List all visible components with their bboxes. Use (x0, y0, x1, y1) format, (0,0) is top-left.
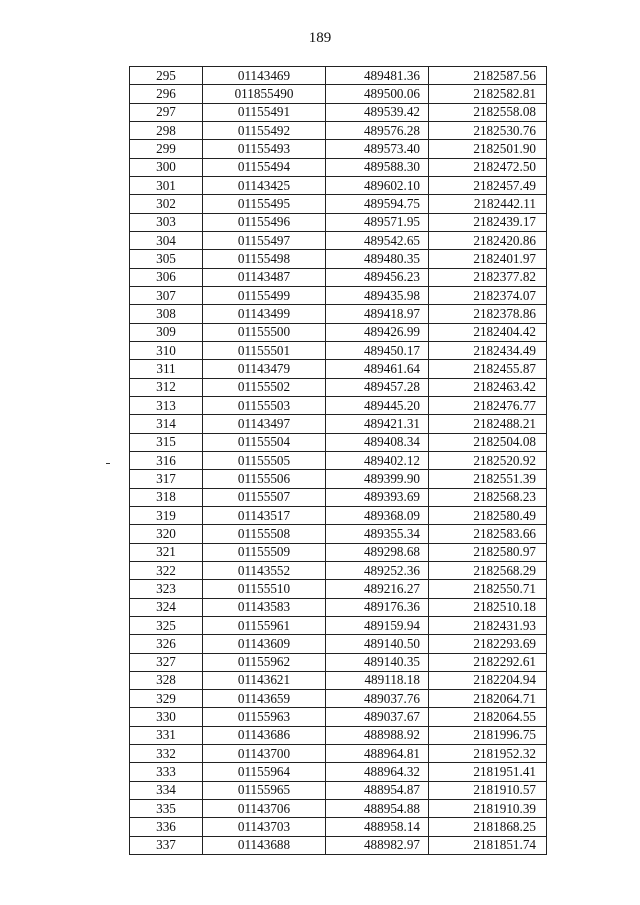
x-coordinate-cell: 489481.36 (326, 67, 429, 85)
table-row (130, 396, 547, 414)
point-number-cell: 336 (130, 818, 203, 836)
x-coordinate-cell: 488958.14 (326, 818, 429, 836)
y-coordinate-cell: 2182401.97 (429, 250, 547, 268)
y-coordinate-cell: 2182455.87 (429, 360, 547, 378)
x-coordinate-cell: 489571.95 (326, 213, 429, 231)
table-row (130, 488, 547, 506)
x-coordinate-cell: 489037.67 (326, 708, 429, 726)
table-row (130, 708, 547, 726)
y-coordinate-cell: 2182064.71 (429, 690, 547, 708)
y-coordinate-cell: 2182488.21 (429, 415, 547, 433)
page-number: 189 (308, 30, 332, 46)
point-number-cell: 321 (130, 543, 203, 561)
y-coordinate-cell: 2182580.97 (429, 543, 547, 561)
point-number-cell: 315 (130, 433, 203, 451)
cadastral-id-cell: 01155498 (203, 250, 326, 268)
table-row (130, 305, 547, 323)
point-number-cell: 302 (130, 195, 203, 213)
point-number-cell: 308 (130, 305, 203, 323)
stray-mark (106, 463, 110, 464)
x-coordinate-cell: 489480.35 (326, 250, 429, 268)
table-row (130, 635, 547, 653)
x-coordinate-cell: 489216.27 (326, 580, 429, 598)
x-coordinate-cell: 489576.28 (326, 121, 429, 139)
x-coordinate-cell: 488988.92 (326, 726, 429, 744)
point-number-cell: 327 (130, 653, 203, 671)
x-coordinate-cell: 489418.97 (326, 305, 429, 323)
point-number-cell: 324 (130, 598, 203, 616)
cadastral-id-cell: 01155493 (203, 140, 326, 158)
y-coordinate-cell: 2182442.11 (429, 195, 547, 213)
point-number-cell: 317 (130, 470, 203, 488)
point-number-cell: 323 (130, 580, 203, 598)
table-row (130, 818, 547, 836)
y-coordinate-cell: 2182550.71 (429, 580, 547, 598)
table-row (130, 671, 547, 689)
x-coordinate-cell: 489252.36 (326, 561, 429, 579)
y-coordinate-cell: 2182587.56 (429, 67, 547, 85)
cadastral-id-cell: 01143487 (203, 268, 326, 286)
point-number-cell: 328 (130, 671, 203, 689)
table-row (130, 85, 547, 103)
x-coordinate-cell: 489457.28 (326, 378, 429, 396)
point-number-cell: 298 (130, 121, 203, 139)
x-coordinate-cell: 489118.18 (326, 671, 429, 689)
table-row (130, 836, 547, 854)
x-coordinate-cell: 488954.87 (326, 781, 429, 799)
point-number-cell: 333 (130, 763, 203, 781)
point-number-cell: 295 (130, 67, 203, 85)
x-coordinate-cell: 489602.10 (326, 176, 429, 194)
y-coordinate-cell: 2181851.74 (429, 836, 547, 854)
x-coordinate-cell: 488954.88 (326, 800, 429, 818)
y-coordinate-cell: 2182463.42 (429, 378, 547, 396)
y-coordinate-cell: 2182292.61 (429, 653, 547, 671)
point-number-cell: 318 (130, 488, 203, 506)
y-coordinate-cell: 2182501.90 (429, 140, 547, 158)
point-number-cell: 296 (130, 85, 203, 103)
point-number-cell: 319 (130, 506, 203, 524)
point-number-cell: 316 (130, 451, 203, 469)
y-coordinate-cell: 2182404.42 (429, 323, 547, 341)
table-row (130, 268, 547, 286)
cadastral-id-cell: 01155492 (203, 121, 326, 139)
y-coordinate-cell: 2182378.86 (429, 305, 547, 323)
x-coordinate-cell: 489368.09 (326, 506, 429, 524)
point-number-cell: 311 (130, 360, 203, 378)
y-coordinate-cell: 2182530.76 (429, 121, 547, 139)
cadastral-id-cell: 01155500 (203, 323, 326, 341)
y-coordinate-cell: 2182293.69 (429, 635, 547, 653)
cadastral-id-cell: 01155510 (203, 580, 326, 598)
cadastral-id-cell: 01143703 (203, 818, 326, 836)
y-coordinate-cell: 2182568.29 (429, 561, 547, 579)
table-row (130, 543, 547, 561)
coordinates-table-body (130, 67, 547, 855)
point-number-cell: 330 (130, 708, 203, 726)
cadastral-id-cell: 01155499 (203, 286, 326, 304)
x-coordinate-cell: 489594.75 (326, 195, 429, 213)
table-row (130, 690, 547, 708)
x-coordinate-cell: 489445.20 (326, 396, 429, 414)
y-coordinate-cell: 2182551.39 (429, 470, 547, 488)
point-number-cell: 329 (130, 690, 203, 708)
y-coordinate-cell: 2182476.77 (429, 396, 547, 414)
point-number-cell: 299 (130, 140, 203, 158)
y-coordinate-cell: 2182520.92 (429, 451, 547, 469)
x-coordinate-cell: 489450.17 (326, 341, 429, 359)
cadastral-id-cell: 01155503 (203, 396, 326, 414)
cadastral-id-cell: 01143497 (203, 415, 326, 433)
y-coordinate-cell: 2182472.50 (429, 158, 547, 176)
y-coordinate-cell: 2182510.18 (429, 598, 547, 616)
point-number-cell: 303 (130, 213, 203, 231)
y-coordinate-cell: 2181952.32 (429, 745, 547, 763)
table-row (130, 286, 547, 304)
x-coordinate-cell: 489402.12 (326, 451, 429, 469)
cadastral-id-cell: 01143621 (203, 671, 326, 689)
table-row (130, 250, 547, 268)
table-row (130, 745, 547, 763)
table-row (130, 525, 547, 543)
y-coordinate-cell: 2181996.75 (429, 726, 547, 744)
cadastral-id-cell: 01155508 (203, 525, 326, 543)
point-number-cell: 307 (130, 286, 203, 304)
table-row (130, 616, 547, 634)
point-number-cell: 322 (130, 561, 203, 579)
point-number-cell: 297 (130, 103, 203, 121)
table-row (130, 598, 547, 616)
cadastral-id-cell: 01143659 (203, 690, 326, 708)
x-coordinate-cell: 489426.99 (326, 323, 429, 341)
table-row (130, 195, 547, 213)
cadastral-id-cell: 01143686 (203, 726, 326, 744)
point-number-cell: 325 (130, 616, 203, 634)
x-coordinate-cell: 489435.98 (326, 286, 429, 304)
point-number-cell: 331 (130, 726, 203, 744)
table-row (130, 800, 547, 818)
cadastral-id-cell: 01143479 (203, 360, 326, 378)
x-coordinate-cell: 489399.90 (326, 470, 429, 488)
x-coordinate-cell: 489176.36 (326, 598, 429, 616)
cadastral-id-cell: 01155961 (203, 616, 326, 634)
cadastral-id-cell: 01155509 (203, 543, 326, 561)
point-number-cell: 337 (130, 836, 203, 854)
point-number-cell: 304 (130, 231, 203, 249)
table-row (130, 140, 547, 158)
point-number-cell: 306 (130, 268, 203, 286)
y-coordinate-cell: 2182580.49 (429, 506, 547, 524)
cadastral-id-cell: 01143688 (203, 836, 326, 854)
x-coordinate-cell: 489140.50 (326, 635, 429, 653)
cadastral-id-cell: 01155497 (203, 231, 326, 249)
y-coordinate-cell: 2182374.07 (429, 286, 547, 304)
cadastral-id-cell: 01155507 (203, 488, 326, 506)
point-number-cell: 309 (130, 323, 203, 341)
table-row (130, 726, 547, 744)
table-row (130, 653, 547, 671)
cadastral-id-cell: 011855490 (203, 85, 326, 103)
table-row (130, 781, 547, 799)
y-coordinate-cell: 2182457.49 (429, 176, 547, 194)
table-row (130, 470, 547, 488)
x-coordinate-cell: 489588.30 (326, 158, 429, 176)
cadastral-id-cell: 01155495 (203, 195, 326, 213)
cadastral-id-cell: 01155496 (203, 213, 326, 231)
point-number-cell: 314 (130, 415, 203, 433)
table-row (130, 231, 547, 249)
table-row (130, 176, 547, 194)
table-row (130, 433, 547, 451)
x-coordinate-cell: 489461.64 (326, 360, 429, 378)
y-coordinate-cell: 2182420.86 (429, 231, 547, 249)
point-number-cell: 313 (130, 396, 203, 414)
cadastral-id-cell: 01155965 (203, 781, 326, 799)
cadastral-id-cell: 01155504 (203, 433, 326, 451)
x-coordinate-cell: 489355.34 (326, 525, 429, 543)
x-coordinate-cell: 489573.40 (326, 140, 429, 158)
cadastral-id-cell: 01155963 (203, 708, 326, 726)
y-coordinate-cell: 2182434.49 (429, 341, 547, 359)
cadastral-id-cell: 01143583 (203, 598, 326, 616)
point-number-cell: 326 (130, 635, 203, 653)
cadastral-id-cell: 01155502 (203, 378, 326, 396)
cadastral-id-cell: 01143469 (203, 67, 326, 85)
table-row (130, 103, 547, 121)
point-number-cell: 334 (130, 781, 203, 799)
y-coordinate-cell: 2182439.17 (429, 213, 547, 231)
cadastral-id-cell: 01143706 (203, 800, 326, 818)
y-coordinate-cell: 2181951.41 (429, 763, 547, 781)
y-coordinate-cell: 2182064.55 (429, 708, 547, 726)
x-coordinate-cell: 488982.97 (326, 836, 429, 854)
point-number-cell: 301 (130, 176, 203, 194)
table-row (130, 213, 547, 231)
x-coordinate-cell: 489408.34 (326, 433, 429, 451)
table-row (130, 121, 547, 139)
point-number-cell: 310 (130, 341, 203, 359)
y-coordinate-cell: 2182568.23 (429, 488, 547, 506)
point-number-cell: 305 (130, 250, 203, 268)
x-coordinate-cell: 489421.31 (326, 415, 429, 433)
x-coordinate-cell: 489159.94 (326, 616, 429, 634)
x-coordinate-cell: 489393.69 (326, 488, 429, 506)
point-number-cell: 312 (130, 378, 203, 396)
x-coordinate-cell: 489140.35 (326, 653, 429, 671)
x-coordinate-cell: 489456.23 (326, 268, 429, 286)
cadastral-id-cell: 01143552 (203, 561, 326, 579)
cadastral-id-cell: 01155964 (203, 763, 326, 781)
table-row (130, 580, 547, 598)
x-coordinate-cell: 489500.06 (326, 85, 429, 103)
table-row (130, 67, 547, 85)
y-coordinate-cell: 2181910.39 (429, 800, 547, 818)
table-row (130, 415, 547, 433)
cadastral-id-cell: 01155494 (203, 158, 326, 176)
point-number-cell: 332 (130, 745, 203, 763)
point-number-cell: 320 (130, 525, 203, 543)
x-coordinate-cell: 489539.42 (326, 103, 429, 121)
y-coordinate-cell: 2182377.82 (429, 268, 547, 286)
point-number-cell: 300 (130, 158, 203, 176)
table-row (130, 506, 547, 524)
cadastral-id-cell: 01155962 (203, 653, 326, 671)
table-row (130, 360, 547, 378)
x-coordinate-cell: 489037.76 (326, 690, 429, 708)
cadastral-id-cell: 01155491 (203, 103, 326, 121)
cadastral-id-cell: 01143499 (203, 305, 326, 323)
table-row (130, 378, 547, 396)
x-coordinate-cell: 488964.81 (326, 745, 429, 763)
table-row (130, 341, 547, 359)
y-coordinate-cell: 2182504.08 (429, 433, 547, 451)
table-row (130, 158, 547, 176)
cadastral-id-cell: 01155501 (203, 341, 326, 359)
table-row (130, 561, 547, 579)
table-row (130, 323, 547, 341)
y-coordinate-cell: 2182204.94 (429, 671, 547, 689)
cadastral-id-cell: 01155506 (203, 470, 326, 488)
y-coordinate-cell: 2181868.25 (429, 818, 547, 836)
y-coordinate-cell: 2182558.08 (429, 103, 547, 121)
y-coordinate-cell: 2182431.93 (429, 616, 547, 634)
cadastral-id-cell: 01143609 (203, 635, 326, 653)
table-row (130, 763, 547, 781)
cadastral-id-cell: 01143517 (203, 506, 326, 524)
cadastral-id-cell: 01143700 (203, 745, 326, 763)
y-coordinate-cell: 2182582.81 (429, 85, 547, 103)
y-coordinate-cell: 2181910.57 (429, 781, 547, 799)
y-coordinate-cell: 2182583.66 (429, 525, 547, 543)
table-row (130, 451, 547, 469)
x-coordinate-cell: 488964.32 (326, 763, 429, 781)
coordinates-table (129, 66, 547, 855)
cadastral-id-cell: 01143425 (203, 176, 326, 194)
cadastral-id-cell: 01155505 (203, 451, 326, 469)
point-number-cell: 335 (130, 800, 203, 818)
x-coordinate-cell: 489542.65 (326, 231, 429, 249)
x-coordinate-cell: 489298.68 (326, 543, 429, 561)
